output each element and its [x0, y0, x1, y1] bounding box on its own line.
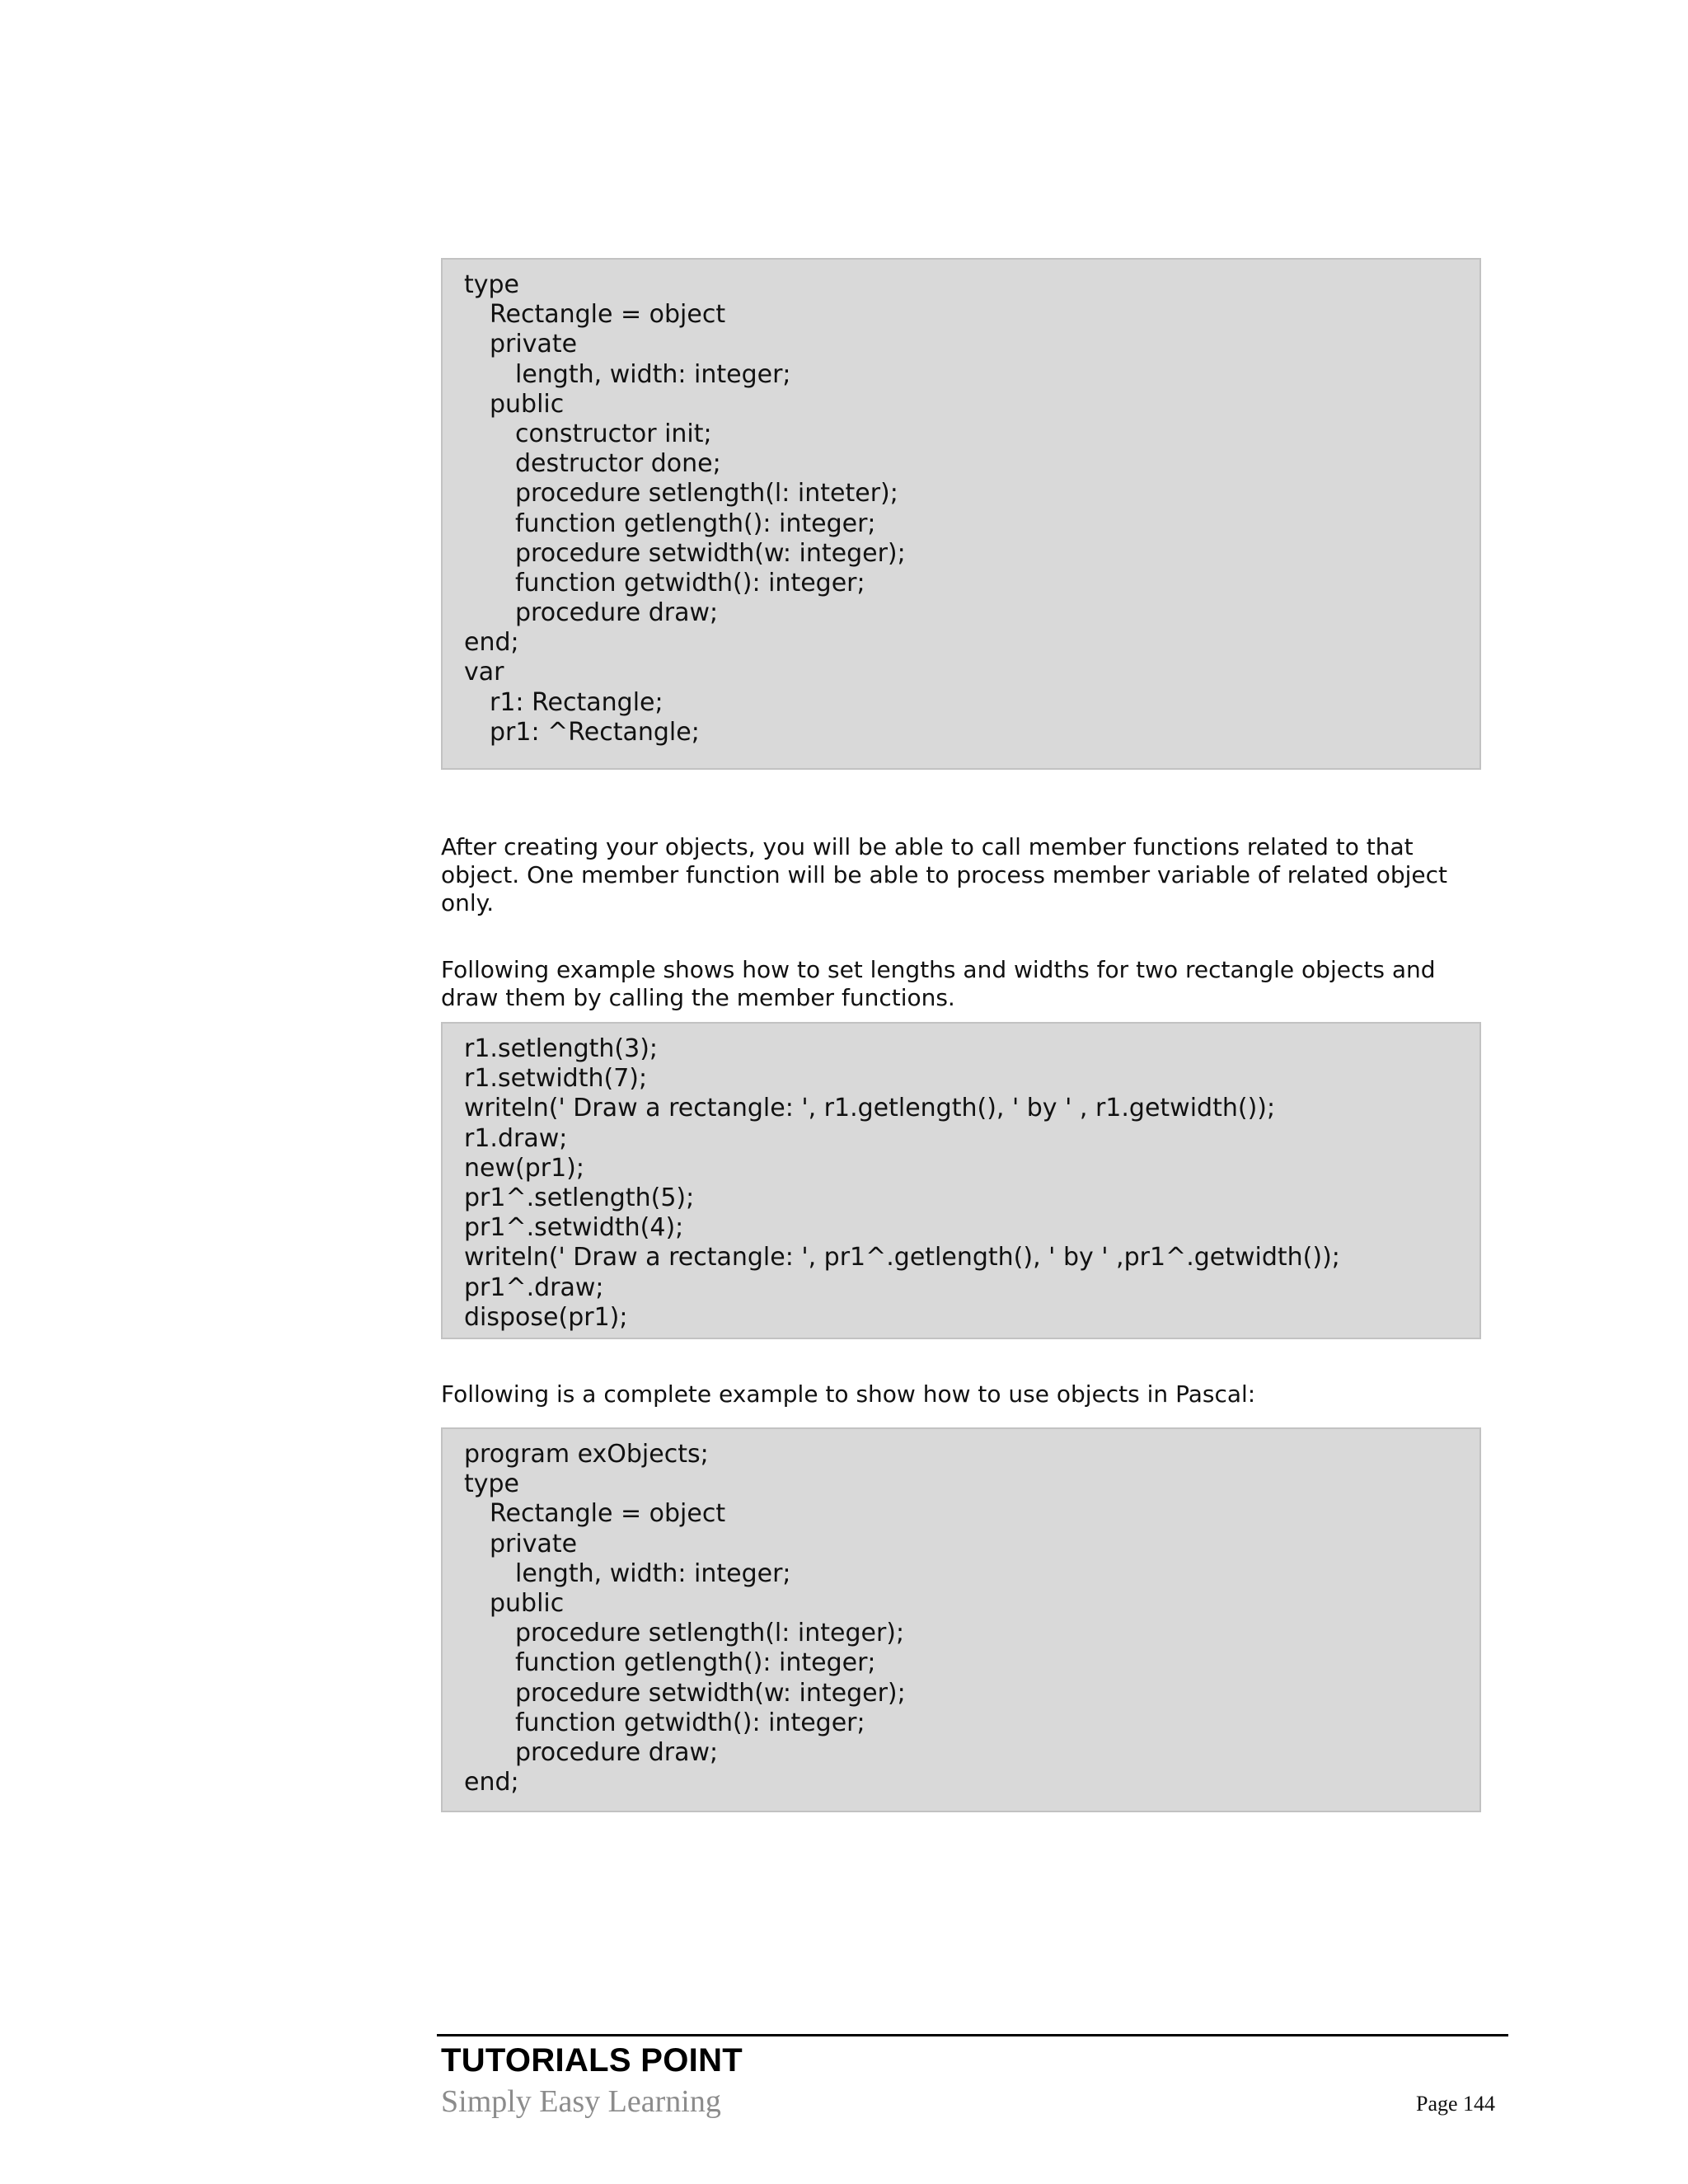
code-line: function getlength(): integer; — [515, 1648, 876, 1678]
code-lines — [464, 1034, 1479, 1333]
code-line: procedure setwidth(w: integer); — [515, 538, 906, 568]
code-line: Rectangle = object — [490, 1499, 726, 1529]
paragraph-member-functions — [441, 833, 1481, 917]
code-line: public — [490, 389, 565, 419]
code-line: constructor init; — [515, 419, 712, 448]
page-number: Page 144 — [1416, 2092, 1496, 2116]
code-block-member-calls — [441, 1022, 1481, 1339]
code-line: length, width: integer; — [515, 1558, 791, 1588]
code-line: type — [464, 270, 520, 299]
code-line: r1.draw; — [464, 1123, 568, 1153]
code-line: end; — [464, 1768, 519, 1797]
paragraph-line: object. One member function will be able to process member variable of related object — [441, 861, 1448, 888]
code-line: procedure draw; — [515, 598, 719, 628]
code-line: pr1^.draw; — [464, 1272, 604, 1302]
code-line: function getwidth(): integer; — [515, 568, 865, 598]
code-block-type-declaration — [441, 258, 1481, 770]
code-line: function getlength(): integer; — [515, 509, 876, 538]
paragraph-line: Following example shows how to set lengths and widths for two rectangle objects and — [441, 956, 1436, 983]
code-line: r1: Rectangle; — [490, 687, 663, 717]
paragraph-line: only. — [441, 889, 495, 916]
code-line: private — [490, 1529, 578, 1558]
code-line: procedure draw; — [515, 1737, 719, 1767]
code-block-complete-program — [441, 1427, 1481, 1812]
paragraph-line: Following is a complete example to show how to use objects in Pascal: — [441, 1380, 1256, 1408]
code-lines — [464, 1440, 1479, 1797]
code-line: r1.setlength(3); — [464, 1034, 659, 1063]
footer-brand: TUTORIALS POINT — [441, 2042, 743, 2079]
code-line: new(pr1); — [464, 1153, 584, 1183]
code-line: private — [490, 330, 578, 359]
code-line: program exObjects; — [464, 1440, 709, 1469]
footer-divider — [437, 2034, 1508, 2036]
code-line: procedure setlength(l: integer); — [515, 1619, 905, 1648]
code-line: procedure setwidth(w: integer); — [515, 1678, 906, 1708]
code-line: public — [490, 1588, 565, 1618]
code-line: pr1^.setwidth(4); — [464, 1213, 684, 1243]
footer-tagline: Simply Easy Learning — [441, 2084, 721, 2119]
code-line: dispose(pr1); — [464, 1302, 628, 1332]
paragraph-example-intro — [441, 956, 1481, 1012]
code-line: function getwidth(): integer; — [515, 1708, 865, 1737]
paragraph-complete-example — [441, 1380, 1481, 1408]
code-line: writeln(' Draw a rectangle: ', r1.getlength(), ' by ' , r1.getwidth()); — [464, 1094, 1276, 1123]
code-line: Rectangle = object — [490, 300, 726, 330]
paragraph-line: After creating your objects, you will be able to call member functions related to that — [441, 833, 1414, 860]
code-line: var — [464, 658, 504, 687]
code-line: type — [464, 1469, 520, 1499]
code-line: length, width: integer; — [515, 359, 791, 389]
code-line: pr1^.setlength(5); — [464, 1183, 695, 1212]
code-line: procedure setlength(l: inteter); — [515, 479, 898, 509]
code-line: writeln(' Draw a rectangle: ', pr1^.getlength(), ' by ' ,pr1^.getwidth()); — [464, 1243, 1340, 1272]
code-line: destructor done; — [515, 449, 721, 479]
code-lines — [464, 270, 1479, 748]
code-line: pr1: ^Rectangle; — [490, 717, 700, 747]
code-line: end; — [464, 628, 519, 658]
code-line: r1.setwidth(7); — [464, 1064, 648, 1094]
paragraph-line: draw them by calling the member functions. — [441, 984, 955, 1011]
